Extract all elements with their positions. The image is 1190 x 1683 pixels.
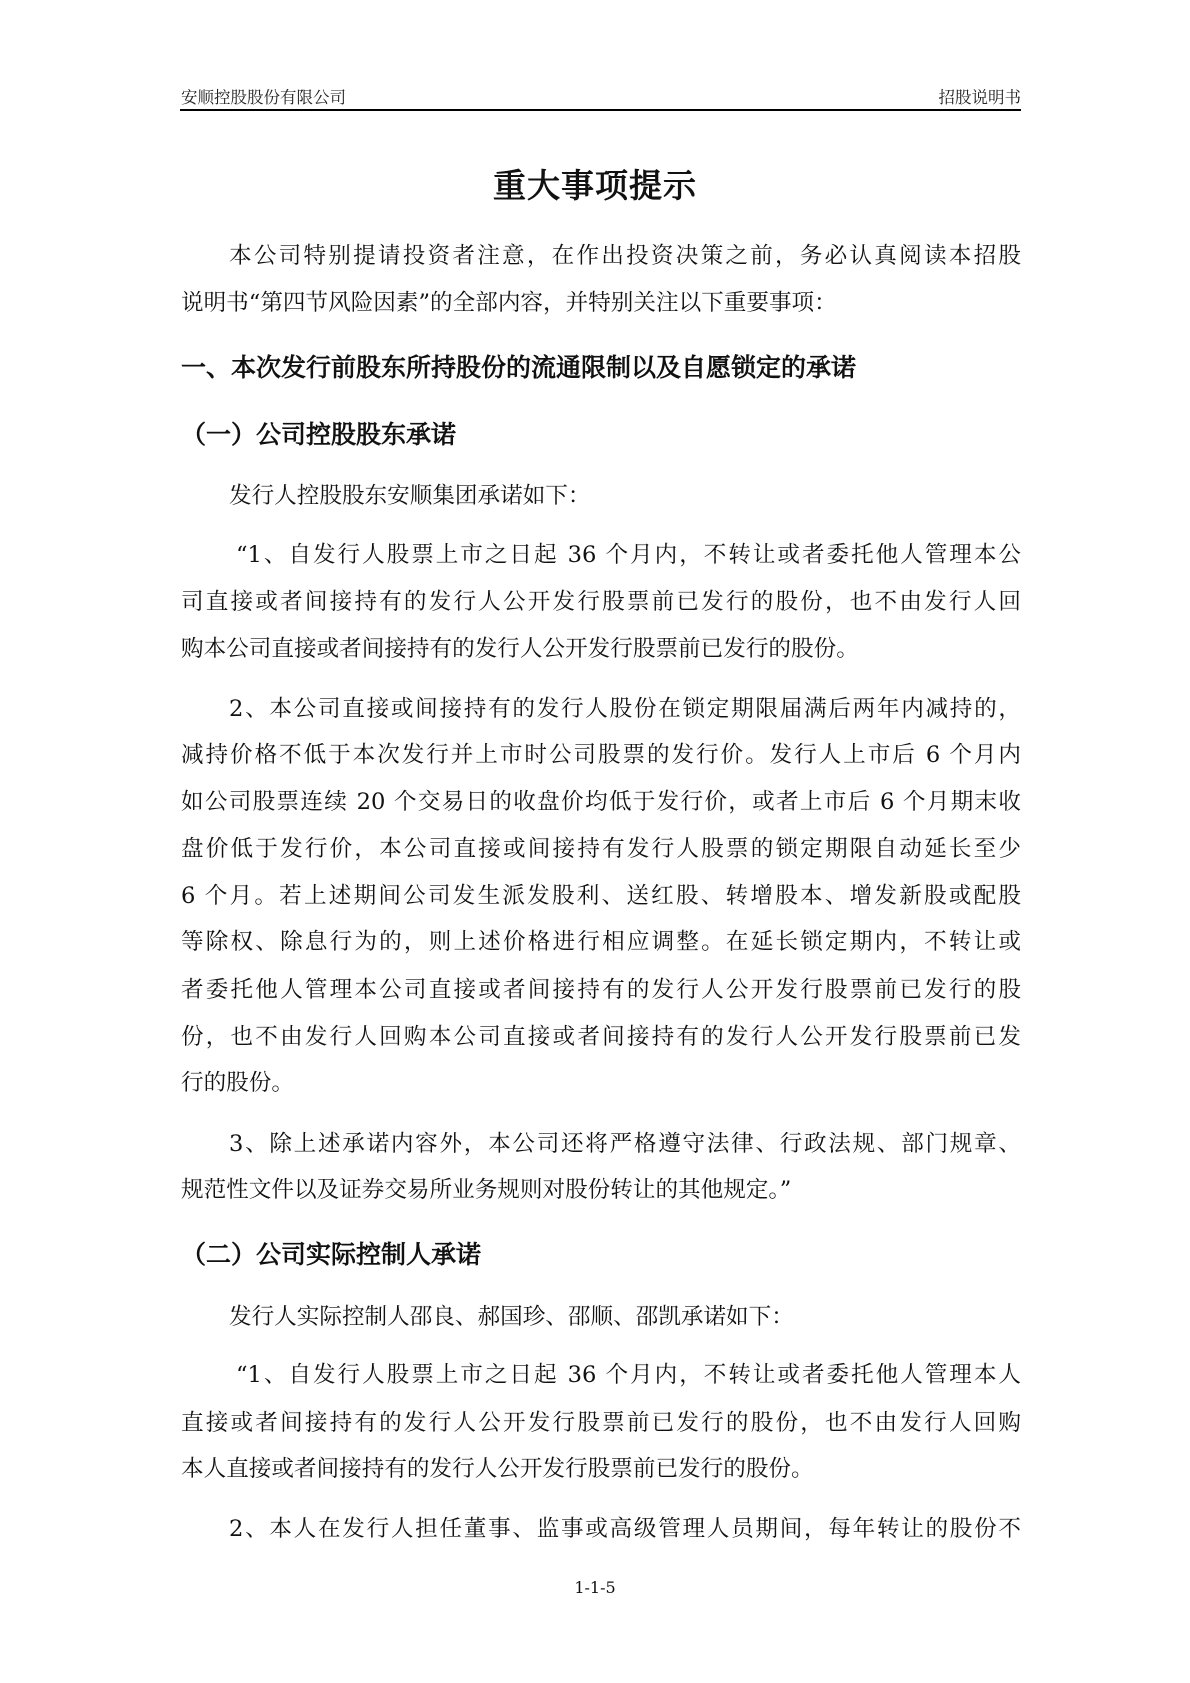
page-number: 1-1-5 xyxy=(574,1578,616,1597)
paragraph-line: 盘价低于发行价，本公司直接或间接持有发行人股票的锁定期限自动延长至少 xyxy=(181,836,1021,862)
paragraph-line: 直接或者间接持有的发行人公开发行股票前已发行的股份，也不由发行人回购 xyxy=(181,1410,1021,1436)
paragraph-line: 规范性文件以及证券交易所业务规则对股份转让的其他规定。” xyxy=(181,1177,792,1203)
paragraph-line: 司直接或者间接持有的发行人公开发行股票前已发行的股份，也不由发行人回 xyxy=(181,589,1021,615)
paragraph-line: 发行人实际控制人邵良、郝国珍、邵顺、邵凯承诺如下： xyxy=(229,1304,794,1330)
paragraph-line: 减持价格不低于本次发行并上市时公司股票的发行价。发行人上市后 6 个月内 xyxy=(181,742,1021,768)
paragraph-line: 说明书“第四节风险因素”的全部内容，并特别关注以下重要事项： xyxy=(181,290,837,316)
paragraph-line: 等除权、除息行为的，则上述价格进行相应调整。在延长锁定期内，不转让或 xyxy=(181,929,1021,955)
paragraph-line: 如公司股票连续 20 个交易日的收盘价均低于发行价，或者上市后 6 个月期末收 xyxy=(181,789,1021,815)
paragraph-line: 发行人控股股东安顺集团承诺如下： xyxy=(229,483,591,509)
paragraph-line: 6 个月。若上述期间公司发生派发股利、送红股、转增股本、增发新股或配股 xyxy=(181,883,1021,909)
paragraph-line: 购本公司直接或者间接持有的发行人公开发行股票前已发行的股份。 xyxy=(181,636,859,662)
page-title: 重大事项提示 xyxy=(493,166,697,205)
subsection-heading: （一）公司控股股东承诺 xyxy=(181,420,457,449)
paragraph-line: 本公司特别提请投资者注意，在作出投资决策之前，务必认真阅读本招股 xyxy=(229,243,1021,269)
paragraph-line: 2、本人在发行人担任董事、监事或高级管理人员期间，每年转让的股份不 xyxy=(229,1516,1021,1542)
paragraph-line: 2、本公司直接或间接持有的发行人股份在锁定期限届满后两年内减持的， xyxy=(229,696,1021,722)
section-heading: 一、本次发行前股东所持股份的流通限制以及自愿锁定的承诺 xyxy=(181,353,857,382)
paragraph-line: 者委托他人管理本公司直接或者间接持有的发行人公开发行股票前已发行的股 xyxy=(181,977,1021,1003)
header-rule xyxy=(180,109,1021,111)
subsection-heading: （二）公司实际控制人承诺 xyxy=(181,1240,482,1269)
paragraph-line: 行的股份。 xyxy=(181,1070,294,1096)
paragraph-line: 份，也不由发行人回购本公司直接或者间接持有的发行人公开发行股票前已发 xyxy=(181,1024,1021,1050)
paragraph-line: 3、除上述承诺内容外，本公司还将严格遵守法律、行政法规、部门规章、 xyxy=(229,1131,1021,1157)
paragraph-line: 本人直接或者间接持有的发行人公开发行股票前已发行的股份。 xyxy=(181,1456,814,1482)
running-header-company: 安顺控股股份有限公司 xyxy=(181,88,346,107)
running-header-doc-type: 招股说明书 xyxy=(938,88,1021,107)
paragraph-line: “1、自发行人股票上市之日起 36 个月内，不转让或者委托他人管理本公 xyxy=(236,542,1021,568)
paragraph-line: “1、自发行人股票上市之日起 36 个月内，不转让或者委托他人管理本人 xyxy=(236,1362,1021,1388)
